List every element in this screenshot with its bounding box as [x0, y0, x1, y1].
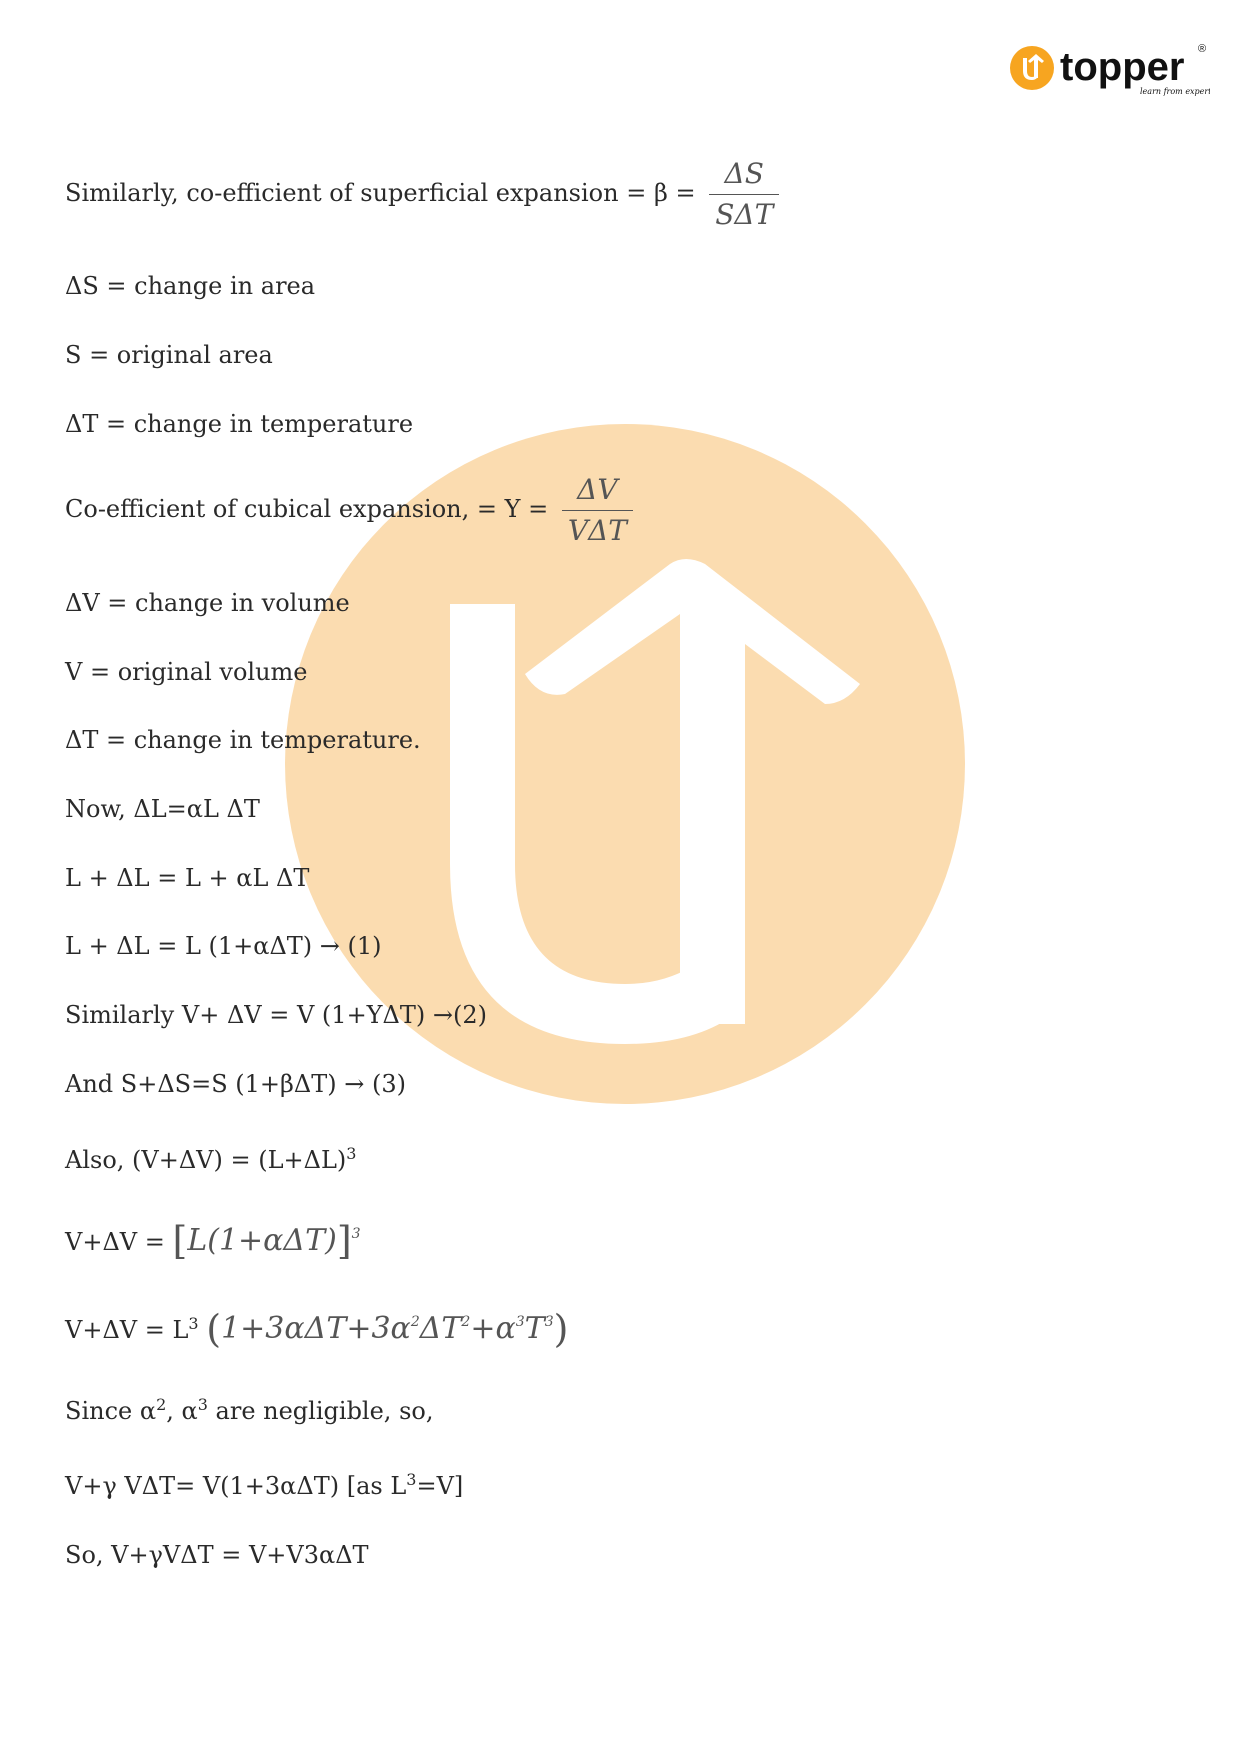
- superscript: 3: [515, 1314, 525, 1330]
- superficial-expansion-text: Similarly, co-efficient of superficial expansion = β =: [65, 179, 696, 207]
- equation-text: V+γ VΔT= V(1+3αΔT) [as L: [65, 1472, 407, 1500]
- cubical-expansion-fraction: [562, 473, 633, 547]
- equation-line: Similarly V+ ΔV = V (1+YΔT) →(2): [65, 1001, 487, 1029]
- equation-text: =V]: [416, 1472, 464, 1500]
- superscript: 2: [156, 1395, 167, 1414]
- equation-line: [65, 1144, 357, 1174]
- expression-part: +α: [470, 1311, 516, 1346]
- expression-part: 1+3αΔT+3α: [221, 1311, 411, 1346]
- equation-line: L + ΔL = L (1+αΔT) → (1): [65, 932, 382, 960]
- equation-line: [65, 1470, 464, 1500]
- superficial-expansion-line: [65, 157, 779, 231]
- equation-text: V+ΔV =: [65, 1228, 165, 1256]
- v-definition: V = original volume: [65, 658, 308, 686]
- equation-line: So, V+γVΔT = V+V3αΔT: [65, 1541, 369, 1569]
- fraction-denominator: SΔT: [715, 198, 774, 231]
- equation-line: [65, 1307, 569, 1351]
- math-expression: $[L(1+\alpha\Delta T)]^3$: [172, 1219, 361, 1263]
- equation-line: L + ΔL = L + αL ΔT: [65, 864, 310, 892]
- fraction-numerator: ΔV: [562, 476, 633, 511]
- text-part: Since α: [65, 1397, 157, 1425]
- equation-line: Now, ΔL=αL ΔT: [65, 795, 260, 823]
- superscript: 3: [197, 1395, 208, 1414]
- delta-s-definition: ΔS = change in area: [65, 272, 316, 300]
- cubical-expansion-line: [65, 473, 633, 547]
- svg-text:topper: topper: [1060, 45, 1185, 89]
- superscript: 3: [544, 1314, 554, 1330]
- fraction-denominator: VΔT: [567, 514, 627, 547]
- cubical-expansion-text: Co-efficient of cubical expansion, = Y =: [65, 495, 549, 523]
- equation-text: Also, (V+ΔV) = (L+ΔL): [65, 1146, 347, 1174]
- superficial-expansion-fraction: [709, 157, 779, 231]
- svg-text:learn from experts: learn from experts: [1140, 87, 1210, 96]
- delta-v-definition: ΔV = change in volume: [65, 589, 350, 617]
- text-part: are negligible, so,: [207, 1397, 434, 1425]
- svg-text:®: ®: [1198, 43, 1207, 55]
- negligible-statement: [65, 1395, 434, 1425]
- expression-part: ΔT: [419, 1311, 462, 1346]
- math-expression: $(1+3\alpha\Delta T+3\alpha^2\Delta T^2+\alpha^3T^3)$: [206, 1307, 569, 1351]
- superscript: 3: [188, 1314, 199, 1333]
- superscript: 3: [346, 1144, 357, 1163]
- expression-body: L(1+αΔT): [187, 1223, 337, 1258]
- s-definition: S = original area: [65, 341, 273, 369]
- superscript: 3: [406, 1470, 417, 1489]
- expression-part: T: [524, 1311, 545, 1346]
- fraction-numerator: ΔS: [709, 160, 779, 195]
- delta-t-definition: ΔT = change in temperature: [65, 410, 414, 438]
- topper-logo: [1010, 40, 1210, 100]
- equation-text: V+ΔV = L: [65, 1316, 189, 1344]
- text-part: , α: [166, 1397, 198, 1425]
- superscript: 2: [461, 1314, 471, 1330]
- superscript: 3: [351, 1226, 361, 1242]
- equation-line: [65, 1219, 361, 1263]
- equation-line: And S+ΔS=S (1+βΔT) → (3): [65, 1070, 406, 1098]
- superscript: 2: [410, 1314, 420, 1330]
- delta-t-definition-2: ΔT = change in temperature.: [65, 726, 421, 754]
